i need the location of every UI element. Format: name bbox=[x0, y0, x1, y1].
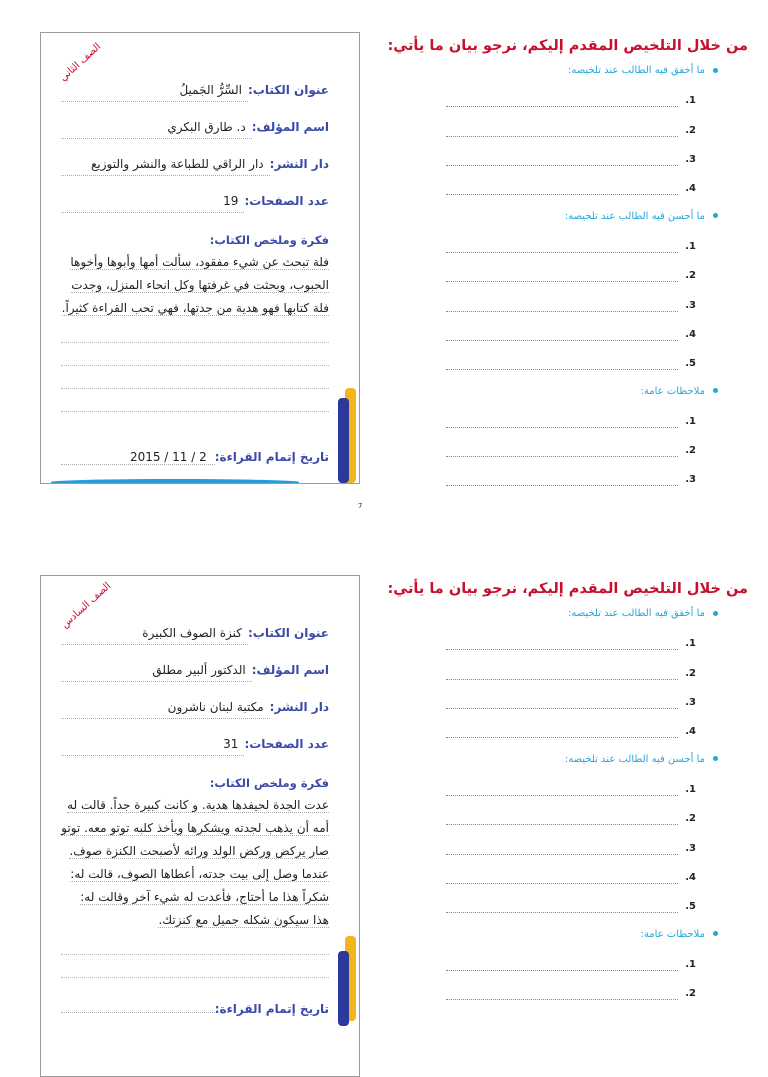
line-number: .1 bbox=[685, 638, 696, 650]
completion-date-label: تاريخ إتمام القراءة: bbox=[214, 450, 329, 464]
publisher-value: دار الراقي للطباعة والنشر والتوزيع bbox=[61, 157, 270, 176]
worksheet-page-2 bbox=[0, 543, 768, 1043]
answer-line[interactable] bbox=[398, 320, 696, 349]
line-number: .5 bbox=[685, 358, 696, 370]
worksheet-page-1 bbox=[0, 0, 768, 510]
summary-text bbox=[61, 794, 329, 932]
line-number: .4 bbox=[685, 328, 696, 340]
section-notes-label: ملاحظات عامة: bbox=[640, 385, 705, 397]
section-notes bbox=[398, 922, 718, 950]
pages-value: 19 bbox=[61, 194, 244, 213]
answer-blank[interactable] bbox=[446, 473, 678, 486]
answer-line[interactable] bbox=[398, 717, 696, 746]
review-title: من خلال التلخيص المقدم إليكم، نرجو بيان ما يأتي: bbox=[387, 581, 748, 597]
author-field bbox=[61, 120, 329, 157]
answer-blank[interactable] bbox=[446, 987, 678, 1000]
section-weaknesses bbox=[398, 58, 718, 86]
summary-label: فكرة وملخص الكتاب: bbox=[209, 776, 329, 790]
answer-blank[interactable] bbox=[446, 725, 678, 738]
bullet-icon bbox=[713, 611, 718, 616]
answer-line[interactable] bbox=[398, 804, 696, 833]
blank-line bbox=[61, 955, 329, 978]
grade-label: الصف الثاني bbox=[57, 41, 104, 84]
line-number: .3 bbox=[685, 153, 696, 165]
pages-value: 31 bbox=[61, 737, 244, 756]
book-title-field bbox=[61, 626, 329, 663]
author-value: الدكتور ألبير مطلق bbox=[61, 663, 252, 682]
review-title: من خلال التلخيص المقدم إليكم، نرجو بيان ما يأتي: bbox=[387, 38, 748, 54]
answer-blank[interactable] bbox=[446, 240, 678, 253]
line-number: .2 bbox=[685, 988, 696, 1000]
line-number: .4 bbox=[685, 871, 696, 883]
answer-line[interactable] bbox=[398, 407, 696, 436]
answer-blank[interactable] bbox=[446, 696, 678, 709]
answer-blank[interactable] bbox=[446, 812, 678, 825]
publisher-value: مكتبة لبنان ناشرون bbox=[61, 700, 270, 719]
section-strengths-label: ما أحسن فيه الطالب عند تلخيصه: bbox=[564, 753, 705, 765]
line-number: .4 bbox=[685, 183, 696, 195]
answer-line[interactable] bbox=[398, 950, 696, 979]
completion-date-value bbox=[61, 1012, 215, 1013]
section-strengths-label: ما أحسن فيه الطالب عند تلخيصه: bbox=[564, 210, 705, 222]
answer-blank[interactable] bbox=[446, 153, 678, 166]
book-title-label: عنوان الكتاب: bbox=[247, 83, 329, 97]
decor-bar-blue bbox=[338, 951, 349, 1026]
line-number: .1 bbox=[685, 95, 696, 107]
pages-field bbox=[61, 737, 329, 774]
answer-line[interactable] bbox=[398, 232, 696, 261]
answer-line[interactable] bbox=[398, 261, 696, 290]
answer-blank[interactable] bbox=[446, 328, 678, 341]
card-fields bbox=[61, 626, 329, 978]
line-number: .2 bbox=[685, 813, 696, 825]
publisher-label: دار النشر: bbox=[269, 157, 329, 171]
line-number: .3 bbox=[685, 842, 696, 854]
author-label: اسم المؤلف: bbox=[251, 120, 329, 134]
pages-field bbox=[61, 194, 329, 231]
answer-line[interactable] bbox=[398, 436, 696, 465]
book-summary-card bbox=[40, 575, 360, 1077]
book-title-value: كنزة الصوف الكبيرة bbox=[61, 626, 248, 645]
line-number: .1 bbox=[685, 240, 696, 252]
answer-line[interactable] bbox=[398, 115, 696, 144]
review-section bbox=[387, 577, 748, 1008]
bullet-icon bbox=[713, 68, 718, 73]
answer-blank[interactable] bbox=[446, 842, 678, 855]
answer-line[interactable] bbox=[398, 658, 696, 687]
line-number: .5 bbox=[685, 901, 696, 913]
blank-line bbox=[61, 932, 329, 955]
answer-blank[interactable] bbox=[446, 444, 678, 457]
line-number: .2 bbox=[685, 270, 696, 282]
answer-line[interactable] bbox=[398, 863, 696, 892]
answer-blank[interactable] bbox=[446, 299, 678, 312]
author-field bbox=[61, 663, 329, 700]
answer-line[interactable] bbox=[398, 174, 696, 203]
bullet-icon bbox=[713, 213, 718, 218]
answer-blank[interactable] bbox=[446, 637, 678, 650]
author-value: د. طارق البكري bbox=[61, 120, 252, 139]
bullet-icon bbox=[713, 931, 718, 936]
summary-text bbox=[61, 251, 329, 320]
section-weaknesses-label: ما أخفق فيه الطالب عند تلخيصه: bbox=[568, 65, 705, 76]
line-number: .1 bbox=[685, 958, 696, 970]
blank-lines bbox=[61, 932, 329, 978]
bullet-icon bbox=[713, 388, 718, 393]
line-number: .2 bbox=[685, 667, 696, 679]
answer-blank[interactable] bbox=[446, 900, 678, 913]
answer-line[interactable] bbox=[398, 775, 696, 804]
line-number: .1 bbox=[685, 783, 696, 795]
publisher-label: دار النشر: bbox=[269, 700, 329, 714]
summary-text-content: فلة تبحث عن شيء مفقود، سألت أمها وأبوها وأخوها الحبوب، وبحثت في غرفتها وكل انحاء المنزل، وجدت فلة كتابها فهو هدية من جدتها، فهي تحب القراءة كثيراً. bbox=[61, 255, 329, 315]
answer-line[interactable] bbox=[398, 145, 696, 174]
line-number: .3 bbox=[685, 474, 696, 486]
bullet-icon bbox=[713, 756, 718, 761]
blank-line bbox=[61, 343, 329, 366]
decor-bar-blue bbox=[338, 398, 349, 483]
blank-line bbox=[61, 389, 329, 412]
section-notes-label: ملاحظات عامة: bbox=[640, 928, 705, 940]
summary-label: فكرة وملخص الكتاب: bbox=[209, 233, 329, 247]
answer-blank[interactable] bbox=[446, 667, 678, 680]
answer-blank[interactable] bbox=[446, 958, 678, 971]
section-strengths bbox=[398, 747, 718, 775]
line-number: .3 bbox=[685, 696, 696, 708]
publisher-field bbox=[61, 157, 329, 194]
line-number: .4 bbox=[685, 726, 696, 738]
answer-line[interactable] bbox=[398, 86, 696, 115]
answer-blank[interactable] bbox=[446, 269, 678, 282]
decor-swoosh bbox=[51, 479, 299, 484]
answer-line[interactable] bbox=[398, 629, 696, 658]
answer-blank[interactable] bbox=[446, 871, 678, 884]
completion-date-field bbox=[61, 1002, 329, 1016]
completion-date-label: تاريخ إتمام القراءة: bbox=[214, 1002, 329, 1016]
section-weaknesses bbox=[398, 601, 718, 629]
pages-label: عدد الصفحات: bbox=[244, 737, 329, 751]
grade-label: الصف السادس bbox=[59, 580, 114, 631]
book-summary-card bbox=[40, 32, 360, 484]
section-notes bbox=[398, 379, 718, 407]
section-weaknesses-label: ما أخفق فيه الطالب عند تلخيصه: bbox=[568, 608, 705, 619]
answer-blank[interactable] bbox=[446, 124, 678, 137]
pages-label: عدد الصفحات: bbox=[244, 194, 329, 208]
answer-line[interactable] bbox=[398, 833, 696, 862]
answer-blank[interactable] bbox=[446, 357, 678, 370]
line-number: .2 bbox=[685, 445, 696, 457]
summary-text-content: عدت الجدة لحيفدها هدية. و كانت كبيرة جداً. قالت له أمه أن يذهب لجدته ويشكرها ويأخذ كلبه توتو معه. توتو صار يركض وركض الولد ورائه لأصبحت الكنزة صوف. عندما وصل إلى بيت جدته، أعطاها الصوف، قالت له: شكراً هذا ما أحتاج، فأعدت له شيء آخر وقالت له: هذا سيكون شكله جميل مع كنزتك. bbox=[61, 798, 329, 927]
author-label: اسم المؤلف: bbox=[251, 663, 329, 677]
answer-line[interactable] bbox=[398, 465, 696, 494]
line-number: .3 bbox=[685, 299, 696, 311]
completion-date-field bbox=[61, 450, 329, 465]
review-section bbox=[387, 34, 748, 495]
line-number: .2 bbox=[685, 124, 696, 136]
publisher-field bbox=[61, 700, 329, 737]
answer-line[interactable] bbox=[398, 290, 696, 319]
book-title-label: عنوان الكتاب: bbox=[247, 626, 329, 640]
answer-line[interactable] bbox=[398, 688, 696, 717]
blank-line bbox=[61, 320, 329, 343]
book-title-value: السِّرُّ الجَميلُ bbox=[61, 83, 248, 102]
card-fields bbox=[61, 83, 329, 412]
answer-blank[interactable] bbox=[446, 94, 678, 107]
answer-line[interactable] bbox=[398, 979, 696, 1008]
blank-line bbox=[61, 366, 329, 389]
line-number: .1 bbox=[685, 415, 696, 427]
completion-date-value: 2 / 11 / 2015 bbox=[61, 450, 215, 465]
answer-line[interactable] bbox=[398, 892, 696, 921]
book-title-field bbox=[61, 83, 329, 120]
page-number: 7 bbox=[358, 502, 363, 510]
answer-blank[interactable] bbox=[446, 783, 678, 796]
section-strengths bbox=[398, 204, 718, 232]
answer-blank[interactable] bbox=[446, 182, 678, 195]
blank-lines bbox=[61, 320, 329, 412]
answer-blank[interactable] bbox=[446, 415, 678, 428]
answer-line[interactable] bbox=[398, 349, 696, 378]
